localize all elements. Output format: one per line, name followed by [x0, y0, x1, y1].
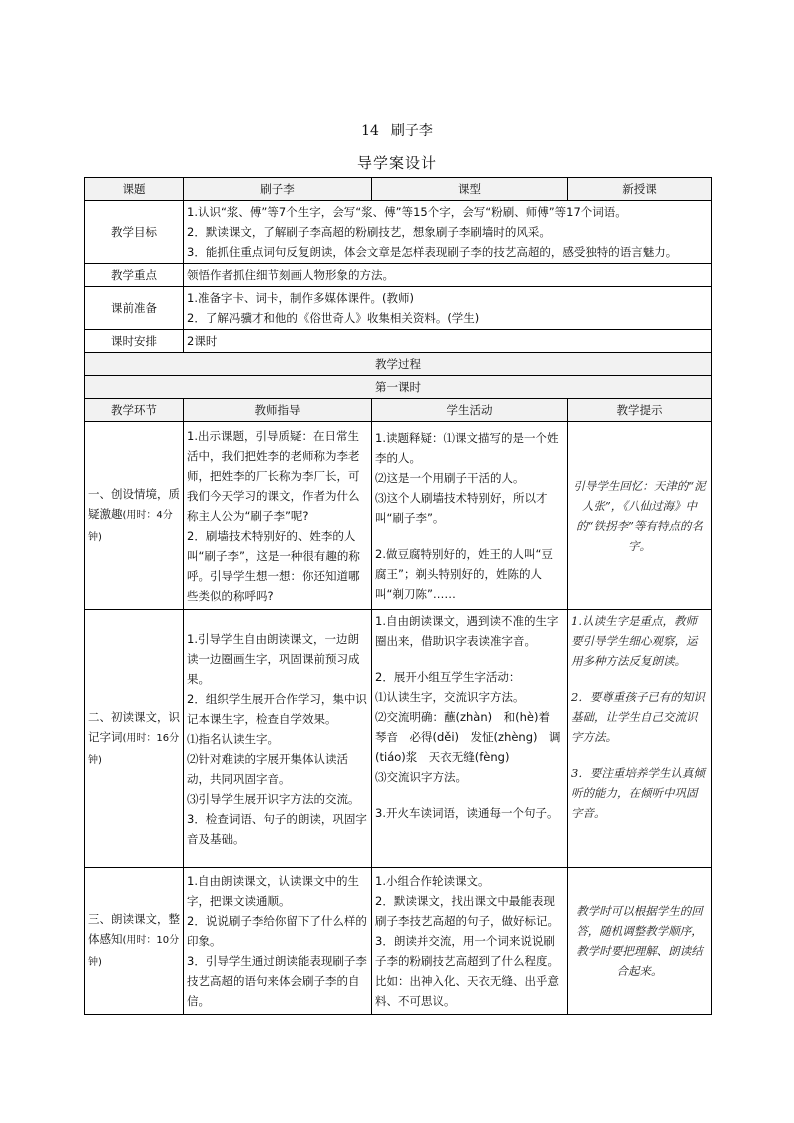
- hint-item: 2．要尊重孩子已有的知识基础，让学生自己交流识字方法。: [571, 690, 705, 744]
- column-header-stage: 教学环节: [85, 399, 184, 422]
- prep-item: 1.准备字卡、词卡，制作多媒体课件。(教师): [187, 291, 414, 305]
- stage-cell: [85, 610, 184, 868]
- stage-name: 三、朗读课文，整体感知: [88, 912, 180, 946]
- student-step: 1.读题释疑：⑴课文描写的是一个姓李的人。: [375, 430, 559, 465]
- hint-cell: [568, 610, 712, 868]
- process-title-row: [85, 353, 712, 376]
- column-header-row: [85, 399, 712, 422]
- process-title: 教学过程: [85, 353, 712, 376]
- spacer: [571, 671, 708, 687]
- student-step: 1.自由朗读课文，遇到读不准的生字圈出来，借助识字表读准字音。: [375, 614, 559, 648]
- stage-cell: [85, 422, 184, 610]
- teacher-step: ⑴指名认读生字。: [187, 731, 279, 746]
- teacher-cell: [184, 868, 372, 1015]
- student-step: 2．默读课文，找出课文中最能表现刷子李技艺高超的句子，做好标记。: [375, 894, 559, 928]
- type-value: 新授课: [568, 178, 712, 201]
- teacher-step: ⑶引导学生展开识字方法的交流。: [187, 791, 360, 806]
- lesson-plan-table: [84, 177, 712, 1015]
- goal-item: 1.认识“浆、傅”等7个生字，会写“浆、傅”等15个字，会写“粉刷、师傅”等17个词语。: [187, 205, 627, 219]
- hint-cell: 教学时可以根据学生的回答，随机调整教学顺序，教学时要把理解、朗读结合起来。: [568, 868, 712, 1015]
- column-header-teacher: 教师指导: [184, 399, 372, 422]
- student-step: 2．展开小组互学生字活动：: [375, 670, 521, 684]
- document-subtitle: 导学案设计: [356, 154, 437, 172]
- spacer: [375, 651, 564, 667]
- period-title: 第一课时: [85, 376, 712, 399]
- time-row: [85, 330, 712, 353]
- hint-item: 1.认读生字是重点，教师要引导学生细心观察，运用多种方法反复朗读。: [571, 614, 698, 668]
- prep-row: [85, 287, 712, 330]
- teacher-step: 2．刷墙技术特别好的、姓李的人叫“刷子李”，这是一种很有趣的称呼。引导学生想一想：你还知道哪些类似的称呼吗?: [187, 528, 360, 603]
- time-value: 2课时: [184, 330, 712, 353]
- student-step: ⑶交流识字方法。: [375, 770, 467, 784]
- student-step: ⑶这个人刷墙技术特别好，所以才叫“刷子李”。: [375, 490, 548, 525]
- teacher-step: 1.引导学生自由朗读课文，一边朗读一边圈画生字，巩固课前预习成果。: [187, 631, 360, 686]
- teacher-step: 1.自由朗读课文，认读课文中的生字，把课文读通顺。: [187, 874, 359, 908]
- key-label: 教学重点: [85, 264, 184, 287]
- student-cell: [372, 610, 568, 868]
- spacer: [571, 747, 708, 763]
- prep-item: 2．了解冯骥才和他的《俗世奇人》收集相关资料。(学生): [187, 311, 480, 325]
- teacher-step: 2．组织学生展开合作学习，集中识记本课生字，检查自学效果。: [187, 691, 367, 726]
- lesson-number: 14: [361, 123, 379, 139]
- column-header-hint: 教学提示: [568, 399, 712, 422]
- goals-cell: [184, 201, 712, 264]
- student-step: 2.做豆腐特别好的，姓王的人叫“豆腐王”；剃头特别好的，姓陈的人叫“剃刀陈”……: [375, 546, 553, 601]
- teacher-step: ⑵针对难读的字展开集体认读活动，共同巩固字音。: [187, 751, 348, 786]
- student-step: ⑵交流明确：蘸(zhàn) 和(hè)着 琴音 必得(děi) 发怔(zhèng) 调(tiáo)浆 天衣无缝(fèng): [375, 710, 562, 764]
- teacher-step: 3．引导学生通过朗读能表现刷子李技艺高超的语句来体会刷子李的自信。: [187, 954, 367, 1008]
- spacer: [375, 787, 564, 803]
- period-title-row: [85, 376, 712, 399]
- student-step: 3．朗读并交流，用一个词来说说刷子李的粉刷技艺高超到了什么程度。比如：出神入化、天衣无缝、出乎意料、不可思议。: [375, 934, 559, 1008]
- key-row: [85, 264, 712, 287]
- hint-cell: 引导学生回忆：天津的“泥人张”，《八仙过海》中的“铁拐李”等有特点的名字。: [568, 422, 712, 610]
- time-label: 课时安排: [85, 330, 184, 353]
- column-header-student: 学生活动: [372, 399, 568, 422]
- key-value: 领悟作者抓住细节刻画人物形象的方法。: [184, 264, 712, 287]
- stage-cell: [85, 868, 184, 1015]
- lesson-title: [0, 120, 794, 140]
- goal-item: 3．能抓住重点词句反复朗读，体会文章是怎样表现刷子李的技艺高超的，感受独特的语言魅力。: [187, 245, 678, 259]
- stage-name: 二、初读课文，识记字词: [88, 709, 180, 744]
- prep-cell: [184, 287, 712, 330]
- stage-name: 一、创设情境，质疑激趣: [88, 486, 180, 521]
- topic-value: 刷子李: [184, 178, 372, 201]
- student-step: 1.小组合作轮读课文。: [375, 874, 490, 888]
- stage-time: (用时：10分钟): [88, 935, 180, 968]
- topic-label: 课题: [85, 178, 184, 201]
- teacher-step: 2．说说刷子李给你留下了什么样的印象。: [187, 914, 367, 948]
- goal-item: 2．默读课文，了解刷子李高超的粉刷技艺，想象刷子李刷墙时的风采。: [187, 225, 551, 239]
- student-step: 3.开火车读词语，读通每一个句子。: [375, 806, 559, 820]
- lesson-name: 刷子李: [390, 123, 433, 139]
- student-step: ⑴认读生字，交流识字方法。: [375, 690, 525, 704]
- stage-row-1: [85, 422, 712, 610]
- goals-row: [85, 201, 712, 264]
- student-cell: [372, 868, 568, 1015]
- teacher-cell: [184, 422, 372, 610]
- type-label: 课型: [372, 178, 568, 201]
- prep-label: 课前准备: [85, 287, 184, 330]
- goals-label: 教学目标: [85, 201, 184, 264]
- teacher-cell: [184, 610, 372, 868]
- stage-time: (用时：16分钟): [88, 732, 180, 766]
- hint-item: 3．要注重培养学生认真倾听的能力，在倾听中巩固字音。: [571, 766, 705, 820]
- topic-row: [85, 178, 712, 201]
- stage-row-3: [85, 868, 712, 1015]
- teacher-step: 3．检查词语、句子的朗读，巩固字音及基础。: [187, 811, 367, 846]
- stage-time: (用时：4分钟): [88, 509, 173, 543]
- stage-row-2: [85, 610, 712, 868]
- spacer: [375, 528, 564, 544]
- student-cell: [372, 422, 568, 610]
- teacher-step: 1.出示课题，引导质疑：在日常生活中，我们把姓李的老师称为李老师，把姓李的厂长称为李厂长，可我们今天学习的课文，作者为什么称主人公为“刷子李”呢?: [187, 428, 360, 523]
- student-step: ⑵这是一个用刷子干活的人。: [375, 470, 525, 485]
